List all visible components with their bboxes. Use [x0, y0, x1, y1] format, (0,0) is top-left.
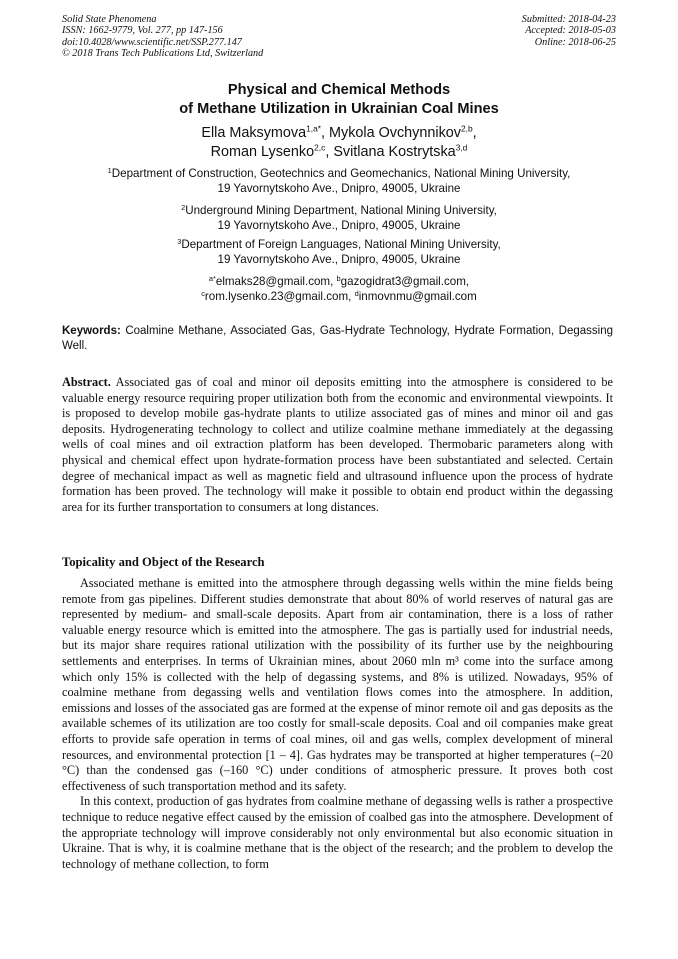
affiliation-mark: 1 — [107, 165, 112, 175]
affiliation-3 — [0, 238, 678, 267]
abstract — [62, 375, 613, 515]
author-name: Svitlana Kostrytska — [333, 143, 456, 160]
journal-copyright: © 2018 Trans Tech Publications Ltd, Switzerland — [62, 48, 264, 60]
paragraph: In this context, production of gas hydrates from coalmine methane of degassing wells is rather a prospective technique to reduce negative effect caused by the emission of coalbed gas into the atmosphere. Development of the appropriate technology will improve considerably not only environmental but also economic situation in Ukraine. That is why, it is coalmine methane that is the object of the research; and the problem to develop the technology of methane collection, to form — [62, 794, 613, 871]
affiliation-2 — [0, 204, 678, 233]
abstract-text: Associated gas of coal and minor oil deposits emitting into the atmosphere is considered to be valuable energy resource requiring proper utilization both from the economic and environmental viewpoints. It is proposed to develop mobile gas-hydrate plants to utilize associated gas of mines and minor oil and gas deposits. Hydrogenerating technology to collect and utilize coalmine methane immediately at the degassing wells of coal mines and oil extraction platform has been developed. Thermobaric parameters along with physical and chemical effect upon hydrate-formation process have been substantiated and selected. Certain degree of mechanical impact as well as magnetic field and ultrasound influence upon the process of hydrate formation has been proved. The technology will make it possible to obtain end product within the degassing area for its further transportation to consumers at long distances. — [62, 375, 613, 514]
email-address[interactable]: gazogidrat3@gmail.com — [340, 275, 466, 288]
email-list — [0, 275, 678, 304]
online-date: Online: 2018-06-25 — [534, 36, 616, 48]
email-separator: , — [348, 289, 355, 303]
email-mark: a* — [208, 273, 216, 283]
affiliation-mark: 2 — [181, 202, 186, 212]
abstract-label: Abstract. — [62, 375, 111, 389]
author-name: Mykola Ovchynnikov — [329, 125, 461, 141]
author-affiliation-mark: 1,a* — [306, 123, 322, 134]
affiliation-department: Department of Foreign Languages, National Mining University, — [181, 238, 501, 251]
author-separator: , — [321, 125, 330, 141]
email-separator: , — [465, 275, 470, 288]
email-mark: c — [201, 288, 205, 298]
title-line-1: Physical and Chemical Methods — [227, 82, 451, 98]
email-address[interactable]: rom.lysenko.23@gmail.com — [204, 289, 349, 303]
affiliation-line — [0, 204, 678, 219]
affiliation-address: 19 Yavornytskoho Ave., Dnipro, 49005, Ukraine — [217, 181, 461, 195]
affiliation-1 — [0, 167, 678, 196]
accepted-date: Accepted: 2018-05-03 — [525, 25, 616, 37]
journal-doi: doi:10.4028/www.scientific.net/SSP.277.147 — [62, 36, 242, 48]
journal-name: Solid State Phenomena — [62, 14, 157, 25]
affiliation-mark: 3 — [177, 236, 182, 246]
author-name: Ella Maksymova — [201, 125, 307, 141]
author-line-1 — [0, 124, 678, 143]
affiliation-department: Department of Construction, Geotechnics and Geomechanics, National Mining University, — [111, 167, 571, 180]
author-affiliation-mark: 2,b — [460, 123, 473, 134]
affiliation-line — [0, 167, 678, 182]
author-affiliation-mark: 3,d — [455, 142, 468, 152]
email-address[interactable]: inmovnmu@gmail.com — [358, 289, 477, 303]
author-name: Roman Lysenko — [210, 143, 315, 160]
author-list — [0, 124, 678, 161]
submission-dates — [522, 14, 616, 48]
keywords-label: Keywords: — [62, 325, 121, 337]
author-line-2 — [0, 143, 678, 162]
affiliation-address: 19 Yavornytskoho Ave., Dnipro, 49005, Ukraine — [217, 218, 461, 232]
email-line-2 — [0, 290, 678, 305]
author-separator: , — [325, 143, 334, 160]
journal-issn: ISSN: 1662-9779, Vol. 277, pp 147-156 — [62, 25, 223, 37]
email-mark: b — [336, 273, 341, 283]
email-line-1 — [0, 275, 678, 290]
paper-title — [0, 81, 678, 118]
submitted-date: Submitted: 2018-04-23 — [521, 14, 616, 25]
affiliation-address: 19 Yavornytskoho Ave., Dnipro, 49005, Ukraine — [217, 252, 461, 266]
email-address[interactable]: elmaks28@gmail.com — [215, 275, 331, 288]
author-affiliation-mark: 2,c — [314, 142, 326, 152]
journal-info — [62, 14, 263, 60]
section-heading: Topicality and Object of the Research — [62, 555, 265, 569]
abstract-paragraph — [62, 375, 613, 515]
paragraph: Associated methane is emitted into the atmosphere through degassing wells within the mine fields being remote from gas pipelines. Different studies demonstrate that about 80% of world reserves of natural gas are represented by medium- and small-scale deposits. Apart from air contamination, there is a loss of rather valuable energy resource which is emitted into the atmosphere. The gas is partially used for industrial needs, but its major share requires rational utilization with the possibility of its further use by the neighbouring settlements and enterprises. In terms of Ukrainian mines, about 2060 mln m³ come into the surface among which only 15% is collected with the help of degassing systems, and 8% is utilized. Nowadays, 95% of coalmine methane from degassing wells and ventilation flows comes into the atmosphere. In addition, emissions and losses of the associated gas are formed at the expense of minor remote oil and gas deposits as the available schemes of its utilization are too costly for small-scale deposits. Coal and oil companies make great efforts to provide safe operation in terms of coal mines, oil and gas wells, complex development of mineral resources, and environmental protection [1 – 4]. Gas hydrates may be transported at higher temperatures (–20 °C) than the condensed gas (–160 °C) under conditions of atmospheric pressure. It proves both cost effectiveness of such transportation method and its safety. — [62, 576, 613, 793]
email-mark: d — [354, 288, 359, 298]
email-separator: , — [330, 275, 337, 288]
keywords — [62, 324, 613, 353]
section-body — [62, 576, 613, 872]
title-line-2: of Methane Utilization in Ukrainian Coal Mines — [179, 100, 499, 117]
keywords-text: Coalmine Methane, Associated Gas, Gas-Hydrate Technology, Hydrate Formation, Degassing Well. — [62, 325, 613, 352]
author-separator: , — [472, 125, 477, 141]
affiliation-department: Underground Mining Department, National Mining University, — [185, 204, 497, 217]
affiliation-line — [0, 238, 678, 253]
